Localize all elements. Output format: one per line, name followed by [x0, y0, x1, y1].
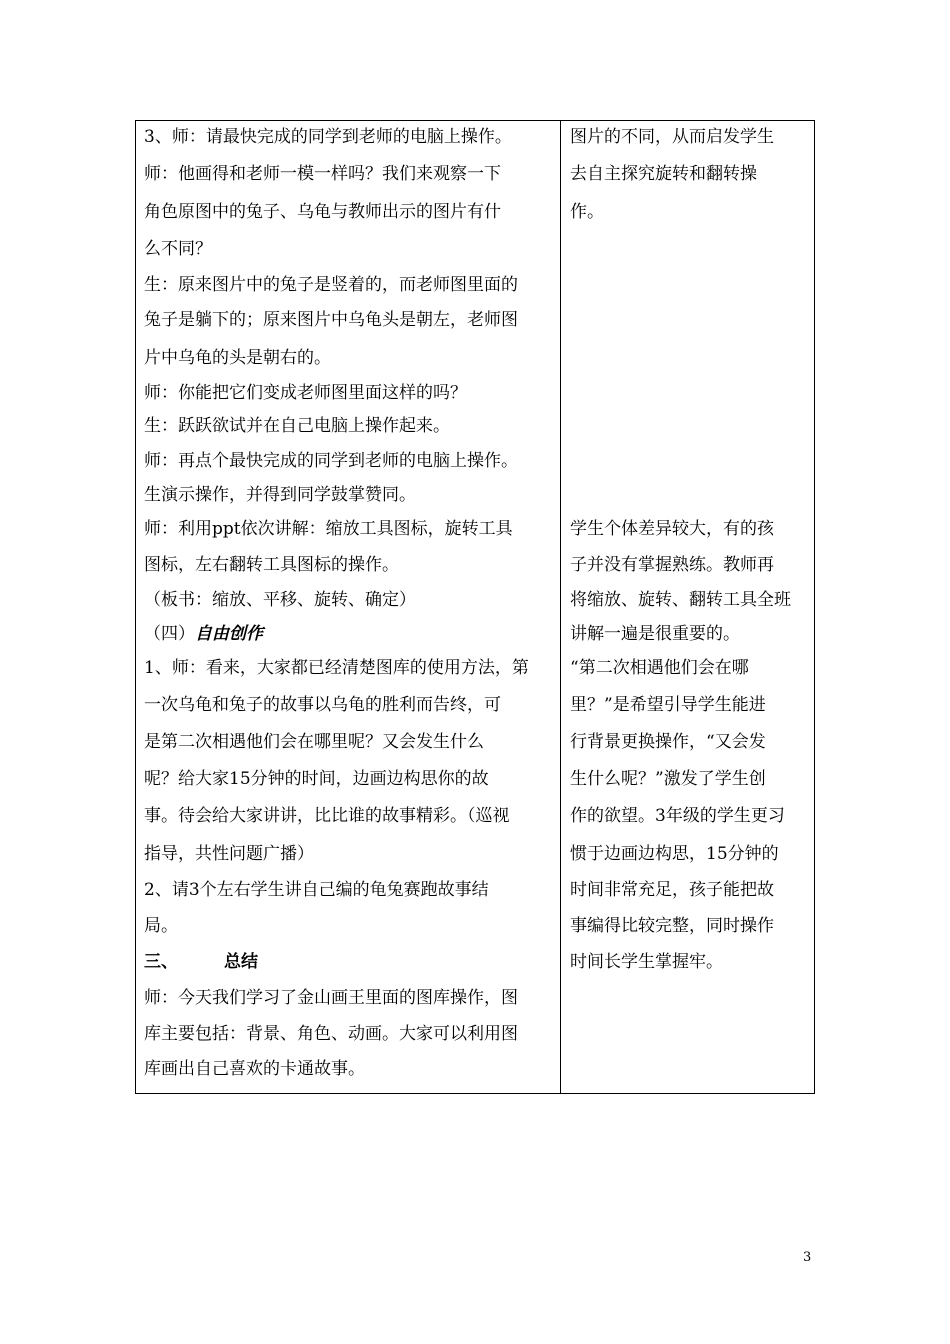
left-line: 生：原来图片中的兔子是竖着的，而老师图里面的 — [144, 275, 518, 295]
left-line: 生：跃跃欲试并在自己电脑上操作起来。 — [144, 416, 450, 436]
summary-title: 总结 — [224, 952, 258, 972]
right-line: 惯于边画边构思，15分钟的 — [570, 844, 779, 864]
left-line: 库画出自己喜欢的卡通故事。 — [144, 1059, 365, 1079]
column-divider — [560, 121, 561, 1093]
left-line: 2、请3个左右学生讲自己编的龟兔赛跑故事结 — [144, 880, 489, 900]
left-line: 1、师：看来，大家都已经清楚图库的使用方法，第 — [144, 658, 529, 678]
left-line: 师：今天我们学习了金山画王里面的图库操作，图 — [144, 988, 518, 1008]
right-line: 讲解一遍是很重要的。 — [570, 624, 740, 644]
right-line: 里？”是希望引导学生能进 — [570, 695, 766, 715]
lesson-table — [135, 120, 815, 1094]
left-line: 师：你能把它们变成老师图里面这样的吗？ — [144, 383, 467, 403]
right-line: 去自主探究旋转和翻转操 — [570, 164, 757, 184]
left-line: 角色原图中的兔子、乌龟与教师出示的图片有什 — [144, 202, 501, 222]
summary-heading — [144, 952, 552, 972]
right-line: 生什么呢？”激发了学生创 — [570, 769, 766, 789]
left-line: 师：利用ppt依次讲解：缩放工具图标，旋转工具 — [144, 519, 513, 539]
left-line: 师：他画得和老师一模一样吗？我们来观察一下 — [144, 164, 501, 184]
left-line: 3、师：请最快完成的同学到老师的电脑上操作。 — [144, 127, 512, 147]
left-line: 图标，左右翻转工具图标的操作。 — [144, 555, 399, 575]
right-line: 时间非常充足，孩子能把故 — [570, 880, 774, 900]
left-line: 片中乌龟的头是朝右的。 — [144, 348, 331, 368]
left-line: 是第二次相遇他们会在哪里呢？又会发生什么 — [144, 732, 484, 752]
left-line: 师：再点个最快完成的同学到老师的电脑上操作。 — [144, 451, 518, 471]
left-line: 一次乌龟和兔子的故事以乌龟的胜利而告终，可 — [144, 695, 501, 715]
left-line: 兔子是躺下的；原来图片中乌龟头是朝左，老师图 — [144, 310, 518, 330]
left-line: 事。待会给大家讲讲，比比谁的故事精彩。（巡视 — [144, 806, 510, 826]
summary-number: 三、 — [144, 952, 178, 972]
left-line: 局。 — [144, 916, 178, 936]
section-title: 自由创作 — [195, 624, 263, 644]
right-line: 事编得比较完整，同时操作 — [570, 916, 774, 936]
right-line: 行背景更换操作，“又会发 — [570, 732, 766, 752]
left-line: 生演示操作，并得到同学鼓掌赞同。 — [144, 485, 416, 505]
section-heading — [144, 624, 552, 644]
left-line: 库主要包括：背景、角色、动画。大家可以利用图 — [144, 1024, 518, 1044]
left-line: 呢？给大家15分钟的时间，边画边构思你的故 — [144, 769, 489, 789]
right-line: 图片的不同，从而启发学生 — [570, 127, 774, 147]
page-number: 3 — [803, 1250, 812, 1265]
right-line: 时间长学生掌握牢。 — [570, 952, 723, 972]
section-number: （四） — [144, 624, 195, 644]
right-line: 将缩放、旋转、翻转工具全班 — [570, 590, 791, 610]
right-line: “第二次相遇他们会在哪 — [570, 658, 749, 678]
right-line: 学生个体差异较大，有的孩 — [570, 519, 774, 539]
right-line: 作。 — [570, 202, 604, 222]
right-line: 子并没有掌握熟练。教师再 — [570, 555, 774, 575]
left-line: 指导，共性问题广播） — [144, 844, 314, 864]
left-line: 么不同？ — [144, 239, 212, 259]
right-line: 作的欲望。3年级的学生更习 — [570, 806, 785, 826]
left-line: （板书：缩放、平移、旋转、确定） — [144, 590, 416, 610]
